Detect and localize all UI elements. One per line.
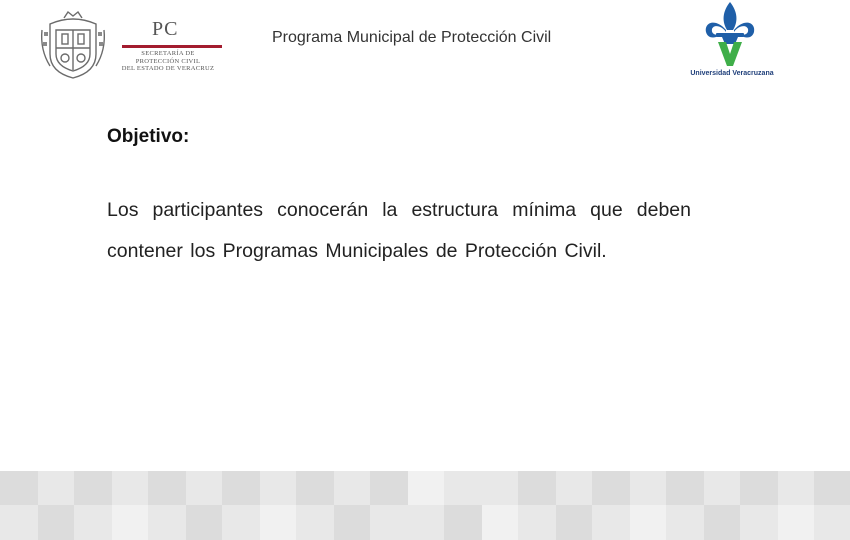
veracruz-coat-of-arms-logo <box>38 10 108 82</box>
pc-logo-rule <box>122 45 222 48</box>
pc-logo-letters: PC <box>152 18 179 40</box>
proteccion-civil-logo <box>112 18 222 78</box>
header-title: Programa Municipal de Protección Civil <box>272 29 552 46</box>
objective-text: Los participantes conocerán la estructura mínima que deben contener los Programas Municipales de Protección Civil. <box>107 199 691 262</box>
objective-heading: Objetivo: <box>107 126 190 147</box>
pc-logo-line: SECRETARÍA DE <box>141 50 195 57</box>
footer-decorative-band <box>0 471 850 540</box>
universidad-veracruzana-logo <box>680 0 780 85</box>
pc-logo-line: DEL ESTADO DE VERACRUZ <box>121 65 215 72</box>
universidad-veracruzana-name: Universidad Veracruzana <box>690 70 774 77</box>
pc-logo-line: PROTECCIÓN CIVIL <box>135 57 201 65</box>
pc-logo-caption <box>112 50 224 73</box>
